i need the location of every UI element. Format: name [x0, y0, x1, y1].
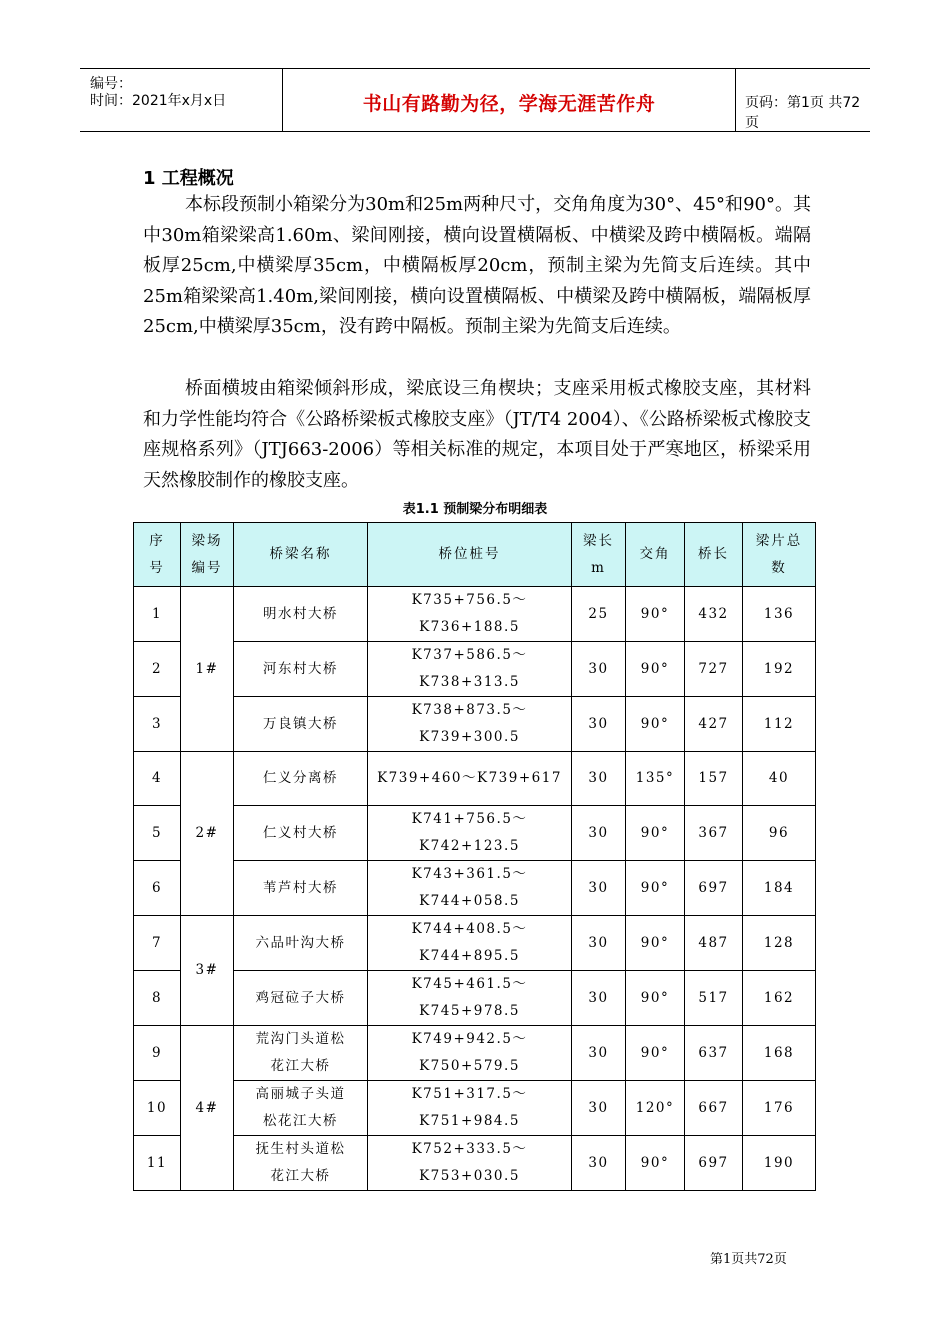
- cell-bridge-length: 427: [685, 697, 743, 752]
- cell-bridge-length: 667: [685, 1081, 743, 1136]
- cell-yard: 1#: [181, 587, 234, 752]
- cell-name: 万良镇大桥: [234, 697, 368, 752]
- cell-station: K751+317.5～K751+984.5: [368, 1081, 572, 1136]
- cell-angle: 90°: [626, 916, 685, 971]
- cell-station: K744+408.5～K744+895.5: [368, 916, 572, 971]
- cell-bridge-length: 637: [685, 1026, 743, 1081]
- header-angle: 交角: [626, 523, 685, 587]
- cell-length: 30: [572, 861, 626, 916]
- header-motto-cell: [282, 69, 736, 131]
- cell-angle: 90°: [626, 806, 685, 861]
- cell-no: 10: [134, 1081, 181, 1136]
- cell-count: 96: [743, 806, 816, 861]
- header-page-cell: [735, 69, 870, 131]
- cell-length: 25: [572, 587, 626, 642]
- cell-count: 168: [743, 1026, 816, 1081]
- cell-angle: 90°: [626, 587, 685, 642]
- cell-name: 仁义村大桥: [234, 806, 368, 861]
- table-row: [134, 1136, 816, 1191]
- cell-bridge-length: 697: [685, 861, 743, 916]
- section-title: 1 工程概况: [143, 168, 234, 189]
- cell-angle: 90°: [626, 861, 685, 916]
- cell-count: 192: [743, 642, 816, 697]
- cell-length: 30: [572, 642, 626, 697]
- cell-bridge-length: 697: [685, 1136, 743, 1191]
- cell-name: 六品叶沟大桥: [234, 916, 368, 971]
- cell-name: 明水村大桥: [234, 587, 368, 642]
- cell-count: 162: [743, 971, 816, 1026]
- cell-no: 2: [134, 642, 181, 697]
- cell-count: 112: [743, 697, 816, 752]
- cell-no: 9: [134, 1026, 181, 1081]
- header-number: 编号：: [90, 76, 132, 92]
- cell-station: K741+756.5～K742+123.5: [368, 806, 572, 861]
- header-bridge-len: 桥长: [685, 523, 743, 587]
- cell-length: 30: [572, 971, 626, 1026]
- table-row: [134, 971, 816, 1026]
- cell-angle: 90°: [626, 971, 685, 1026]
- cell-name: 河东村大桥: [234, 642, 368, 697]
- page-header: [80, 68, 870, 132]
- header-motto: 书山有路勤为径，学海无涯苦作舟: [362, 93, 656, 115]
- table-caption: 表1.1 预制梁分布明细表: [402, 502, 548, 517]
- table-row: [134, 587, 816, 642]
- cell-length: 30: [572, 916, 626, 971]
- table-row: [134, 916, 816, 971]
- cell-no: 1: [134, 587, 181, 642]
- paragraph-overview: 本标段预制小箱梁分为30m和25m两种尺寸，交角角度为30°、45°和90°。其中30m箱梁梁高1.60m、梁间刚接，横向设置横隔板、中横梁及跨中横隔板。端隔板厚25cm,中横梁厚35cm，中横隔板厚20cm，预制主梁为先简支后连续。其中25m箱梁梁高1.40m,梁间刚接，横向设置横隔板、中横梁及跨中横隔板，端隔板厚25cm,中横梁厚35cm，没有跨中隔板。预制主梁为先简支后连续。: [143, 194, 811, 337]
- cell-name: 抚生村头道松 花江大桥: [234, 1136, 368, 1191]
- table-row: [134, 861, 816, 916]
- cell-count: 136: [743, 587, 816, 642]
- cell-station: K745+461.5～K745+978.5: [368, 971, 572, 1026]
- header-page-number: 页码：第1页 共72页: [745, 95, 861, 131]
- cell-no: 11: [134, 1136, 181, 1191]
- cell-no: 7: [134, 916, 181, 971]
- cell-bridge-length: 517: [685, 971, 743, 1026]
- cell-no: 8: [134, 971, 181, 1026]
- cell-bridge-length: 487: [685, 916, 743, 971]
- header-station: 桥位桩号: [368, 523, 572, 587]
- cell-no: 4: [134, 752, 181, 806]
- cell-station: K749+942.5～K750+579.5: [368, 1026, 572, 1081]
- beam-distribution-table: [133, 522, 816, 1191]
- cell-yard: 2#: [181, 752, 234, 916]
- cell-count: 128: [743, 916, 816, 971]
- cell-count: 190: [743, 1136, 816, 1191]
- table-header-row: [134, 523, 816, 587]
- cell-angle: 90°: [626, 697, 685, 752]
- cell-bridge-length: 157: [685, 752, 743, 806]
- cell-angle: 90°: [626, 1136, 685, 1191]
- cell-bridge-length: 432: [685, 587, 743, 642]
- header-name: 桥梁名称: [234, 523, 368, 587]
- cell-name: 鸡冠砬子大桥: [234, 971, 368, 1026]
- cell-length: 30: [572, 806, 626, 861]
- cell-length: 30: [572, 697, 626, 752]
- cell-station: K737+586.5～K738+313.5: [368, 642, 572, 697]
- cell-count: 184: [743, 861, 816, 916]
- cell-bridge-length: 727: [685, 642, 743, 697]
- header-length: 梁长 m: [572, 523, 626, 587]
- table-row: [134, 752, 816, 806]
- cell-station: K735+756.5～K736+188.5: [368, 587, 572, 642]
- header-meta: [80, 69, 282, 131]
- cell-count: 40: [743, 752, 816, 806]
- header-yard: 梁场 编号: [181, 523, 234, 587]
- cell-angle: 90°: [626, 642, 685, 697]
- cell-name: 苇芦村大桥: [234, 861, 368, 916]
- cell-bridge-length: 367: [685, 806, 743, 861]
- cell-no: 5: [134, 806, 181, 861]
- table-row: [134, 1026, 816, 1081]
- cell-station: K739+460～K739+617: [368, 752, 572, 806]
- cell-name: 高丽城子头道 松花江大桥: [234, 1081, 368, 1136]
- cell-angle: 135°: [626, 752, 685, 806]
- cell-no: 3: [134, 697, 181, 752]
- paragraph-bearing: 桥面横坡由箱梁倾斜形成，梁底设三角楔块；支座采用板式橡胶支座，其材料和力学性能均符合《公路桥梁板式橡胶支座》（JT/T4 2004）、《公路桥梁板式橡胶支座规格系列》（JTJ663-2006）等相关标准的规定，本项目处于严寒地区，桥梁采用天然橡胶制作的橡胶支座。: [143, 378, 811, 491]
- header-time: 时间：2021年x月x日: [90, 93, 227, 109]
- cell-name: 荒沟门头道松 花江大桥: [234, 1026, 368, 1081]
- page-footer: 第1页共72页: [710, 1252, 787, 1267]
- cell-station: K752+333.5～K753+030.5: [368, 1136, 572, 1191]
- cell-length: 30: [572, 1136, 626, 1191]
- cell-angle: 120°: [626, 1081, 685, 1136]
- cell-no: 6: [134, 861, 181, 916]
- cell-length: 30: [572, 1026, 626, 1081]
- cell-length: 30: [572, 752, 626, 806]
- table-row: [134, 642, 816, 697]
- cell-name: 仁义分离桥: [234, 752, 368, 806]
- header-count: 梁片总 数: [743, 523, 816, 587]
- header-no: 序 号: [134, 523, 181, 587]
- cell-angle: 90°: [626, 1026, 685, 1081]
- cell-station: K743+361.5～K744+058.5: [368, 861, 572, 916]
- cell-count: 176: [743, 1081, 816, 1136]
- cell-length: 30: [572, 1081, 626, 1136]
- cell-yard: 4#: [181, 1026, 234, 1191]
- table-row: [134, 697, 816, 752]
- table-row: [134, 806, 816, 861]
- cell-station: K738+873.5～K739+300.5: [368, 697, 572, 752]
- table-row: [134, 1081, 816, 1136]
- cell-yard: 3#: [181, 916, 234, 1026]
